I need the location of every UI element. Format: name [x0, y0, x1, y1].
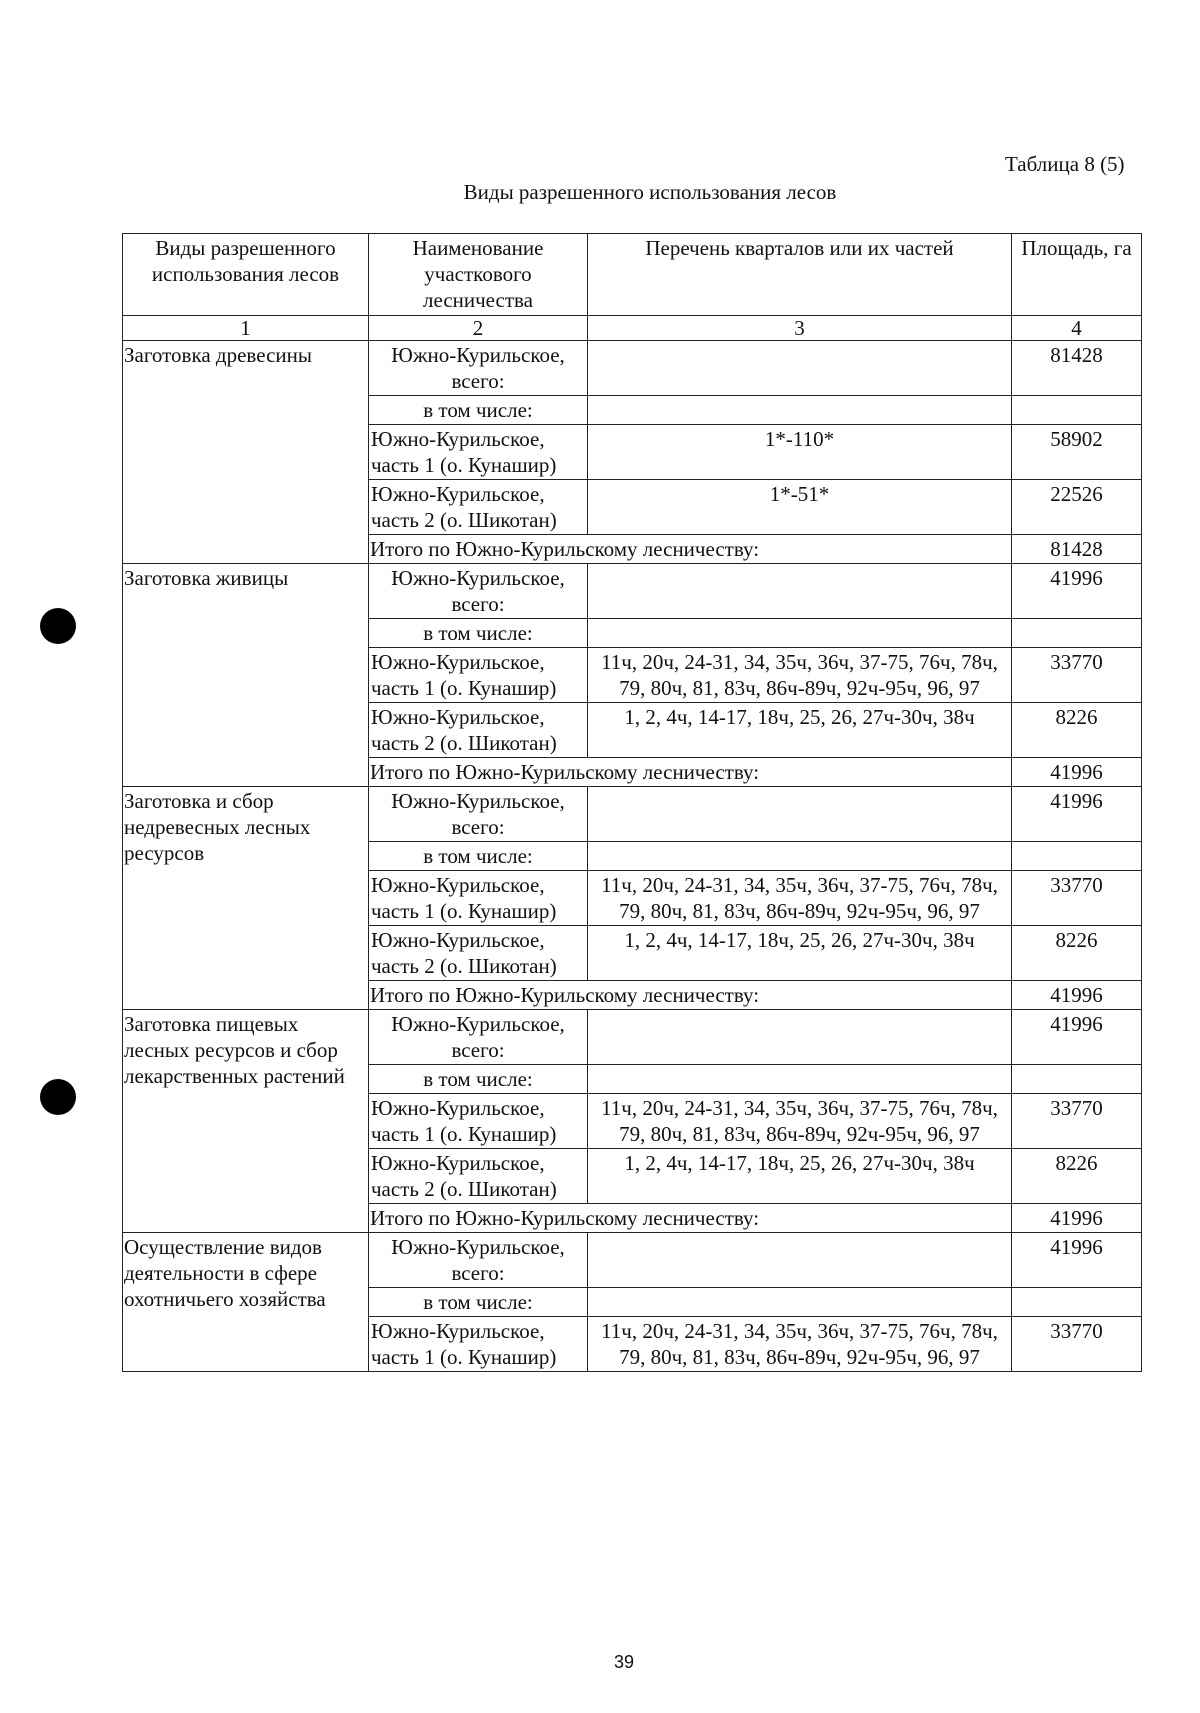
- area-value: 22526: [1012, 480, 1142, 535]
- area-cell: [1012, 1288, 1142, 1317]
- quarters-list: 11ч, 20ч, 24-31, 34, 35ч, 36ч, 37-75, 76ч, 78ч, 79, 80ч, 81, 83ч, 86ч-89ч, 92ч-95ч, 96, 97: [588, 1094, 1012, 1149]
- area-cell: [1012, 396, 1142, 425]
- quarters-cell: [588, 842, 1012, 871]
- forestry-part: Южно-Курильское, часть 1 (о. Кунашир): [369, 648, 588, 703]
- quarters-list: 1, 2, 4ч, 14-17, 18ч, 25, 26, 27ч-30ч, 38ч: [588, 703, 1012, 758]
- summary-area: 81428: [1012, 535, 1142, 564]
- page-title: Виды разрешенного использования лесов: [463, 180, 837, 204]
- area-value: 58902: [1012, 425, 1142, 480]
- table-row: [123, 341, 1142, 396]
- area-value: 8226: [1012, 1149, 1142, 1204]
- area-value: 8226: [1012, 703, 1142, 758]
- use-type: Осуществление видов деятельности в сфере охотничьего хозяйства: [123, 1233, 369, 1372]
- forestry-part: Южно-Курильское, часть 2 (о. Шикотан): [369, 926, 588, 981]
- summary-area: 41996: [1012, 1204, 1142, 1233]
- quarters-list: 1*-51*: [588, 480, 1012, 535]
- quarters-cell: [588, 1233, 1012, 1288]
- forestry-part: Южно-Курильское, часть 1 (о. Кунашир): [369, 1094, 588, 1149]
- quarters-list: 1*-110*: [588, 425, 1012, 480]
- forestry-total: Южно-Курильское, всего:: [369, 1233, 588, 1288]
- area-value: 41996: [1012, 1010, 1142, 1065]
- summary-area: 41996: [1012, 758, 1142, 787]
- column-number: 4: [1012, 316, 1142, 341]
- forestry-part: Южно-Курильское, часть 1 (о. Кунашир): [369, 871, 588, 926]
- quarters-list: 11ч, 20ч, 24-31, 34, 35ч, 36ч, 37-75, 76ч, 78ч, 79, 80ч, 81, 83ч, 86ч-89ч, 92ч-95ч, 96, 97: [588, 1317, 1012, 1372]
- quarters-cell: [588, 1288, 1012, 1317]
- quarters-list: 1, 2, 4ч, 14-17, 18ч, 25, 26, 27ч-30ч, 38ч: [588, 926, 1012, 981]
- summary-label: Итого по Южно-Курильскому лесничеству:: [369, 1204, 1012, 1233]
- forestry-part: Южно-Курильское, часть 2 (о. Шикотан): [369, 703, 588, 758]
- quarters-list: 1, 2, 4ч, 14-17, 18ч, 25, 26, 27ч-30ч, 38ч: [588, 1149, 1012, 1204]
- forestry-total: Южно-Курильское, всего:: [369, 341, 588, 396]
- area-value: 41996: [1012, 1233, 1142, 1288]
- including-label: в том числе:: [369, 1065, 588, 1094]
- quarters-cell: [588, 564, 1012, 619]
- area-value: 41996: [1012, 564, 1142, 619]
- table-row: [123, 787, 1142, 842]
- quarters-cell: [588, 396, 1012, 425]
- use-type: Заготовка пищевых лесных ресурсов и сбор лекарственных растений: [123, 1010, 369, 1233]
- use-type: Заготовка и сбор недревесных лесных ресурсов: [123, 787, 369, 1010]
- header-use-type: Виды разрешенного использования лесов: [123, 234, 369, 316]
- area-value: 33770: [1012, 1094, 1142, 1149]
- column-number: 2: [369, 316, 588, 341]
- forestry-part: Южно-Курильское, часть 2 (о. Шикотан): [369, 1149, 588, 1204]
- summary-area: 41996: [1012, 981, 1142, 1010]
- column-number: 1: [123, 316, 369, 341]
- forestry-total: Южно-Курильское, всего:: [369, 787, 588, 842]
- including-label: в том числе:: [369, 619, 588, 648]
- table-number: Таблица 8 (5): [1005, 152, 1125, 176]
- table-row: [123, 564, 1142, 619]
- forestry-part: Южно-Курильское, часть 1 (о. Кунашир): [369, 425, 588, 480]
- column-number: 3: [588, 316, 1012, 341]
- quarters-cell: [588, 787, 1012, 842]
- including-label: в том числе:: [369, 1288, 588, 1317]
- punch-hole-top: [40, 608, 76, 644]
- summary-label: Итого по Южно-Курильскому лесничеству:: [369, 758, 1012, 787]
- area-cell: [1012, 1065, 1142, 1094]
- quarters-cell: [588, 619, 1012, 648]
- header-area: Площадь, га: [1012, 234, 1142, 316]
- quarters-cell: [588, 1010, 1012, 1065]
- header-row: [123, 234, 1142, 316]
- header-forestry: Наименование участкового лесничества: [369, 234, 588, 316]
- quarters-list: 11ч, 20ч, 24-31, 34, 35ч, 36ч, 37-75, 76ч, 78ч, 79, 80ч, 81, 83ч, 86ч-89ч, 92ч-95ч, 96, 97: [588, 648, 1012, 703]
- header-quarters: Перечень кварталов или их частей: [588, 234, 1012, 316]
- forestry-part: Южно-Курильское, часть 2 (о. Шикотан): [369, 480, 588, 535]
- table-row: [123, 1010, 1142, 1065]
- forestry-total: Южно-Курильское, всего:: [369, 564, 588, 619]
- forestry-part: Южно-Курильское, часть 1 (о. Кунашир): [369, 1317, 588, 1372]
- punch-hole-bottom: [40, 1079, 76, 1115]
- page-number: 39: [613, 1652, 635, 1672]
- including-label: в том числе:: [369, 842, 588, 871]
- area-value: 33770: [1012, 871, 1142, 926]
- column-number-row: [123, 316, 1142, 341]
- summary-label: Итого по Южно-Курильскому лесничеству:: [369, 535, 1012, 564]
- area-value: 41996: [1012, 787, 1142, 842]
- table-row: [123, 1233, 1142, 1288]
- use-type: Заготовка древесины: [123, 341, 369, 564]
- quarters-cell: [588, 341, 1012, 396]
- area-cell: [1012, 619, 1142, 648]
- summary-label: Итого по Южно-Курильскому лесничеству:: [369, 981, 1012, 1010]
- use-type: Заготовка живицы: [123, 564, 369, 787]
- including-label: в том числе:: [369, 396, 588, 425]
- area-value: 8226: [1012, 926, 1142, 981]
- area-value: 33770: [1012, 648, 1142, 703]
- forest-use-table: [122, 233, 1142, 1372]
- area-value: 81428: [1012, 341, 1142, 396]
- forestry-total: Южно-Курильское, всего:: [369, 1010, 588, 1065]
- quarters-cell: [588, 1065, 1012, 1094]
- quarters-list: 11ч, 20ч, 24-31, 34, 35ч, 36ч, 37-75, 76ч, 78ч, 79, 80ч, 81, 83ч, 86ч-89ч, 92ч-95ч, 96, 97: [588, 871, 1012, 926]
- area-cell: [1012, 842, 1142, 871]
- area-value: 33770: [1012, 1317, 1142, 1372]
